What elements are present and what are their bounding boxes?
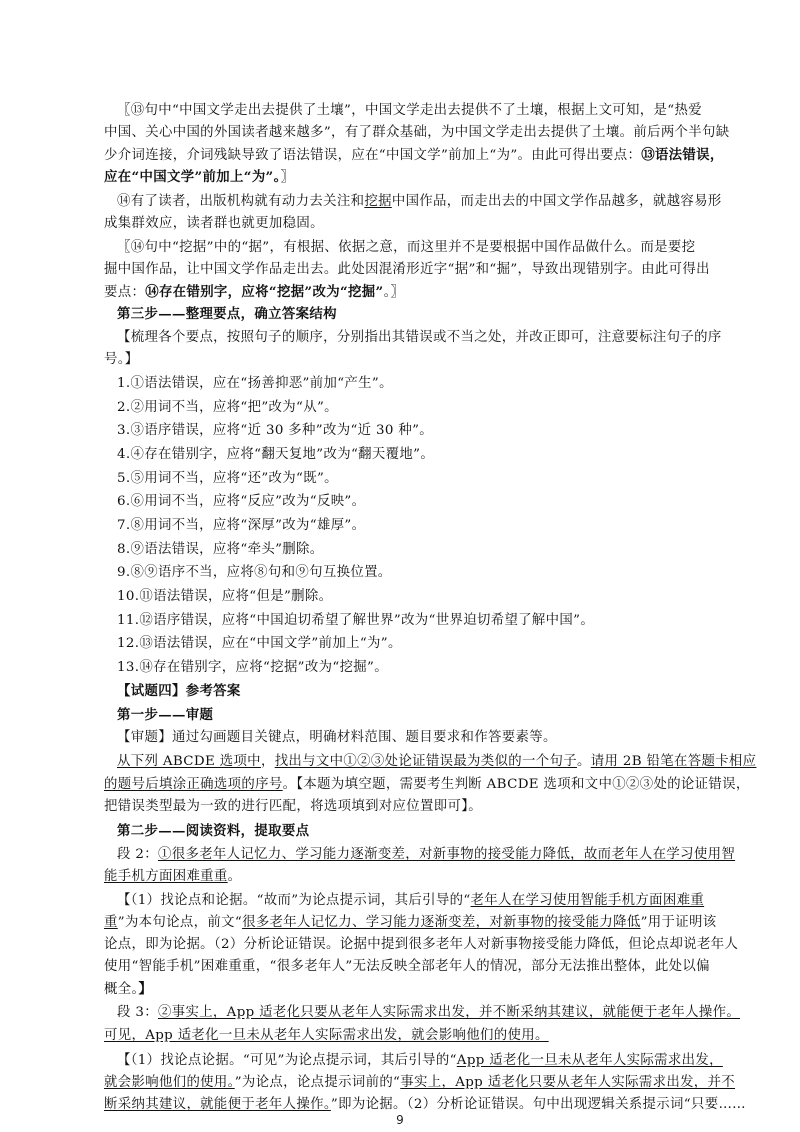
text-line bbox=[117, 563, 747, 583]
text-run: 12.⑬语法错误，应在“中国文学”前加上“为”。 bbox=[117, 636, 402, 651]
text-run: 号。】 bbox=[104, 352, 139, 367]
text-line bbox=[117, 469, 747, 489]
text-run: 【（1）找论点论据。“可见”为论点提示词，其后引导的“ bbox=[117, 1053, 457, 1068]
text-run: ”即为论据。（2）分析论证错误。句中出现逻辑关系提示词“只要…… bbox=[330, 1097, 746, 1112]
text-run: ⑭有了读者，出版机构就有动力去关注和 bbox=[117, 194, 365, 209]
text-line bbox=[117, 445, 747, 465]
text-line bbox=[117, 845, 747, 865]
text-line bbox=[104, 145, 734, 166]
text-run: ”为本句论点，前文“ bbox=[117, 915, 243, 930]
text-run: 论点，即为论据。（2）分析论证错误。论据中提到很多老年人对新事物接受能力降低，但论点却说老年人 bbox=[104, 937, 739, 952]
text-line bbox=[104, 957, 734, 977]
text-run: ”为论点，论点提示词前的“ bbox=[234, 1075, 401, 1090]
text-run: 6.⑥用词不当，应将“反应”改为“反映”。 bbox=[117, 494, 366, 509]
text-line bbox=[117, 421, 747, 441]
text-line bbox=[104, 1095, 746, 1115]
bold-text: 【试题四】参考答案 bbox=[117, 683, 241, 699]
text-run: 9.⑧⑨语序不当，应将⑧句和⑨句互换位置。 bbox=[117, 565, 392, 580]
underlined-text: 挖据 bbox=[364, 194, 392, 209]
text-line bbox=[104, 167, 734, 188]
text-line bbox=[117, 516, 747, 536]
text-line bbox=[104, 979, 734, 1000]
text-run: 掘中国作品，让中国文学作品走出去。此处因混淆形近字“据”和“掘”，导致出现错别字。由此可得出 bbox=[104, 262, 710, 277]
text-line bbox=[117, 304, 747, 325]
text-run: 〖⑭句中“挖据”中的“据”，有根据、依据之意，而这里并不是要根据中国作品做什么。而是要挖 bbox=[117, 240, 696, 255]
text-line bbox=[117, 634, 747, 654]
text-line bbox=[117, 192, 747, 212]
text-line bbox=[117, 1003, 747, 1023]
text-line bbox=[104, 1026, 734, 1046]
text-line bbox=[117, 891, 747, 911]
text-line bbox=[104, 935, 739, 955]
underlined-text: ②事实上，App 适老化只要从老年人实际需求出发，并不断采纳其建议，就能便于老年人操作。 bbox=[157, 1005, 741, 1020]
text-run: 10.⑪语法错误，应将“但是”删除。 bbox=[117, 589, 333, 604]
text-line bbox=[117, 658, 747, 678]
text-line bbox=[117, 540, 747, 560]
text-line bbox=[117, 611, 747, 631]
page-number: 9 bbox=[396, 1113, 404, 1127]
text-line bbox=[104, 350, 734, 370]
bold-text: 应在“中国文学”前加上“为”。 bbox=[104, 169, 281, 185]
underlined-text: 就会影响他们的使用。 bbox=[104, 1075, 235, 1090]
text-run: 。〗 bbox=[383, 285, 405, 300]
underlined-text: 的题号后填涂正确选项的序号 bbox=[104, 777, 283, 792]
text-run: 【梳理各个要点，按照句子的顺序，分别指出其错误或不当之处，并改正即可，注意要标注句子的序 bbox=[117, 330, 722, 345]
text-line bbox=[104, 1073, 734, 1093]
text-run: 8.⑨语法错误，应将“牵头”删除。 bbox=[117, 542, 324, 557]
underlined-text: 能手机方面困难重重 bbox=[104, 869, 228, 884]
text-line bbox=[117, 752, 757, 772]
bold-text: ⑬语法错误， bbox=[641, 147, 724, 163]
text-line bbox=[117, 492, 747, 512]
text-line bbox=[117, 728, 747, 748]
underlined-text: 请用 2B 铅笔在答题卡相应 bbox=[590, 754, 757, 769]
text-run: 5.⑤用词不当，应将“还”改为“既”。 bbox=[117, 471, 338, 486]
text-run: 使用“智能手机”困难重重，“很多老年人”无法反映全部老年人的情况，部分无法推出整体，此处以偏 bbox=[104, 959, 710, 974]
text-line bbox=[117, 705, 747, 726]
text-line bbox=[104, 282, 734, 303]
text-line bbox=[104, 913, 734, 933]
text-line bbox=[117, 328, 747, 348]
text-run: 4.④存在错别字，应将“翻天复地”改为“翻天覆地”。 bbox=[117, 447, 435, 462]
underlined-text: 老年人在学习使用智能手机方面困难重 bbox=[470, 893, 705, 908]
text-line bbox=[104, 214, 734, 234]
text-run: 2.②用词不当，应将“把”改为“从”。 bbox=[117, 400, 338, 415]
text-run: 成集群效应，读者群也就更加稳固。 bbox=[104, 216, 324, 231]
text-line bbox=[117, 101, 747, 121]
text-line bbox=[104, 867, 734, 887]
text-run: 1.①语法错误，应在“扬善抑恶”前加“产生”。 bbox=[117, 376, 393, 391]
text-run: 13.⑭存在错别字，应将“挖据”改为“挖掘”。 bbox=[117, 660, 388, 675]
underlined-text: 重 bbox=[104, 915, 118, 930]
text-run: 中国、关心中国的外国读者越来越多”，有了群众基础，为中国文学走出去提供了土壤。前后两个半句缺 bbox=[104, 125, 730, 140]
text-run: 。【本题为填空题，需要考生判断 ABCDE 选项和文中①②③处的论证错误， bbox=[282, 777, 750, 792]
underlined-text: 断采纳其建议，就能便于老年人操作。 bbox=[104, 1097, 331, 1112]
text-run: ”用于证明该 bbox=[640, 915, 717, 930]
text-line bbox=[117, 681, 747, 702]
text-run: 段 3： bbox=[117, 1005, 158, 1020]
text-run: 7.⑧用词不当，应将“深厚”改为“雄厚”。 bbox=[117, 518, 366, 533]
text-run: 少介词连接，介词残缺导致了语法错误，应在“中国文学”前加上“为”。由此可得出要点： bbox=[104, 148, 642, 163]
bold-text: ⑭存在错别字，应将“挖据”改为“挖掘” bbox=[145, 284, 384, 300]
text-run: 3.③语序错误，应将“近 30 多种”改为“近 30 种”。 bbox=[117, 423, 434, 438]
text-run: 要点： bbox=[104, 285, 146, 300]
text-line bbox=[104, 260, 734, 280]
text-line bbox=[117, 587, 747, 607]
text-line bbox=[104, 775, 750, 795]
text-run: 把错误类型最为一致的进行匹配，将选项填到对应位置即可】。 bbox=[104, 799, 483, 814]
text-line bbox=[117, 1051, 747, 1071]
text-run: 【（1）找论点和论据。“故而”为论点提示词，其后引导的“ bbox=[117, 893, 471, 908]
text-run: 。 bbox=[576, 754, 591, 769]
underlined-text: App 适老化一旦未从老年人实际需求出发， bbox=[456, 1053, 723, 1068]
text-line bbox=[104, 797, 734, 817]
text-line bbox=[104, 123, 734, 143]
bold-text: 第三步——整理要点，确立答案结构 bbox=[117, 306, 337, 322]
text-line bbox=[117, 238, 747, 258]
text-run: 【审题】通过勾画题目关键点，明确材料范围、题目要求和作答要素等。 bbox=[117, 730, 557, 745]
text-run: 〗 bbox=[280, 170, 295, 185]
text-line bbox=[117, 398, 747, 418]
text-run: 中国作品，而走出去的中国文学作品越多，就越容易形 bbox=[391, 194, 722, 209]
underlined-text: 从下列 ABCDE 选项中 bbox=[117, 754, 261, 769]
text-run: 11.⑫语序错误，应将“中国迫切希望了解世界”改为“世界迫切希望了解中国”。 bbox=[117, 613, 595, 628]
text-line bbox=[117, 374, 747, 394]
text-run: 。 bbox=[227, 869, 242, 884]
text-run: 〖⑬句中“中国文学走出去提供了土壤”，中国文学走出去提供不了土壤，根据上文可知，是“热爱 bbox=[117, 103, 702, 118]
text-line bbox=[117, 821, 747, 842]
underlined-text: ①很多老年人记忆力、学习能力逐渐变差，对新事物的接受能力降低，故而老年人在学习使用智 bbox=[157, 847, 736, 862]
text-run: ， bbox=[260, 754, 275, 769]
text-run: 概全。 bbox=[104, 982, 139, 997]
underlined-text: 事实上，App 适老化只要从老年人实际需求出发，并不 bbox=[400, 1075, 736, 1090]
underlined-text: 可见，App 适老化一旦未从老年人实际需求出发，就会影响他们的使用。 bbox=[104, 1028, 549, 1043]
bold-text: 第一步——审题 bbox=[117, 707, 214, 723]
text-run: 段 2： bbox=[117, 847, 158, 862]
bold-text: 第二步——阅读资料，提取要点 bbox=[117, 823, 310, 839]
bold-text: 】 bbox=[138, 981, 153, 997]
underlined-text: 很多老年人记忆力、学习能力逐渐变差，对新事物的接受能力降低 bbox=[242, 915, 641, 930]
underlined-text: 找出与文中①②③处论证错误最为类似的一个句子 bbox=[274, 754, 577, 769]
